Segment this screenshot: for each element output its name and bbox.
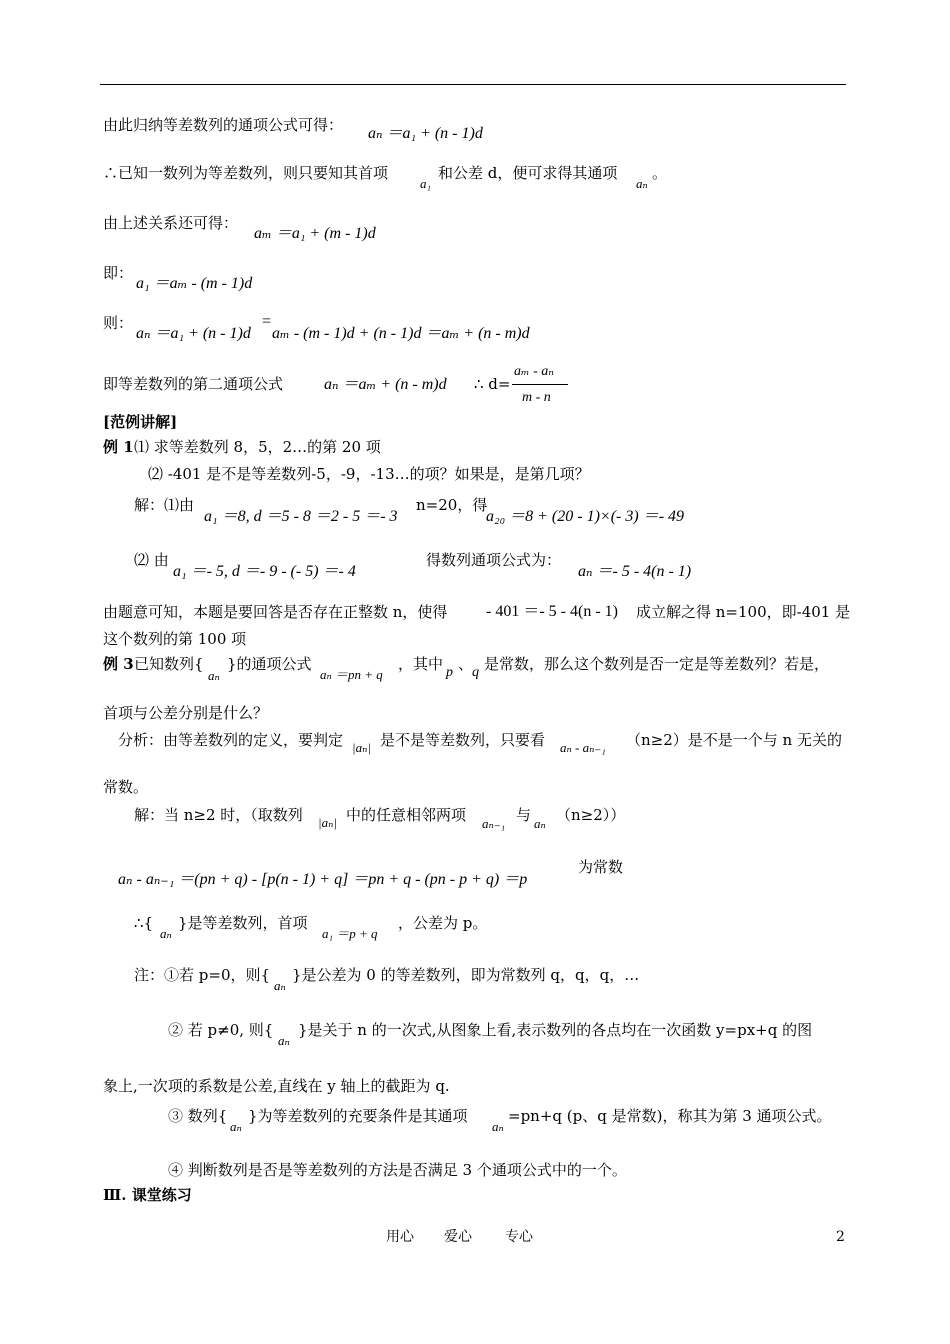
section-heading: [范例讲解]: [103, 413, 178, 431]
text-line: （n≥2））: [556, 806, 626, 824]
formula: aₙ: [274, 978, 286, 993]
formula: aₘ - aₙ: [514, 364, 554, 379]
formula: =: [262, 313, 272, 330]
text-line: ③ 数列{: [168, 1107, 228, 1125]
text-line: 为常数: [578, 858, 624, 876]
text-line: 即等差数列的第二通项公式: [103, 375, 284, 393]
text-line: 是常数，那么这个数列是否一定是等差数列？若是，: [484, 655, 830, 673]
example-label: 例 1: [103, 438, 134, 456]
text-line: 由题意可知，本题是要回答是否存在正整数 n，使得: [103, 603, 448, 621]
text-line: 是不是等差数列，只要看: [380, 731, 546, 749]
formula: aₘ ＝a₁ + (m - 1)d: [254, 225, 376, 242]
formula: a₁ ＝- 5, d ＝- 9 - (- 5) ＝- 4: [173, 563, 356, 580]
formula: aₙ: [160, 926, 172, 941]
formula: aₙ: [230, 1119, 242, 1134]
text-line: 这个数列的第 100 项: [103, 630, 247, 648]
formula: aₙ ＝aₘ + (n - m)d: [324, 376, 447, 393]
page-number: 2: [836, 1229, 845, 1245]
formula: aₙ - aₙ₋₁ ＝(pn + q) - [p(n - 1) + q] ＝pn + q - (pn - p + q) ＝p: [118, 871, 528, 888]
footer-text: 用心: [386, 1229, 414, 1245]
header-rule: [100, 84, 846, 85]
text-line: ∴ d=: [474, 375, 511, 393]
formula: aₙ - aₙ₋₁: [560, 740, 606, 755]
text-line: ② 若 p≠0, 则{: [168, 1021, 274, 1039]
formula: aₙ: [278, 1033, 290, 1048]
example-label: 例 3: [103, 655, 134, 673]
footer-text: 爱心: [444, 1229, 472, 1245]
formula: m - n: [522, 390, 551, 405]
formula: |aₙ|: [352, 740, 371, 755]
text-line: 即：: [103, 264, 134, 282]
text-line: 注：①若 p=0，则{: [134, 966, 271, 984]
formula: aₙ ＝pn + q: [320, 667, 383, 682]
text-line: }的通项公式: [227, 655, 312, 673]
text-line: 与: [516, 806, 532, 824]
text-line: ∴{: [134, 914, 154, 932]
text-line: ，其中: [398, 655, 444, 673]
text-line: （n≥2）是不是一个与 n 无关的: [626, 731, 842, 749]
text-line: 已知数列{: [134, 655, 204, 673]
formula: aₙ ＝- 5 - 4(n - 1): [578, 563, 692, 580]
formula: q: [472, 665, 479, 680]
formula: aₙ₋₁: [482, 816, 506, 831]
formula: aₙ: [636, 176, 648, 191]
text-line: ，公差为 p。: [398, 914, 488, 932]
formula: a₂₀ ＝8 + (20 - 1)×(- 3) ＝- 49: [486, 508, 685, 525]
formula: |aₙ|: [318, 815, 337, 830]
text-line: 得数列通项公式为：: [426, 551, 562, 569]
text-line: 解：⑴由: [134, 496, 195, 514]
formula: aₙ ＝a₁ + (n - 1)d: [368, 125, 483, 142]
fraction-bar: [512, 384, 568, 385]
text-line: 象上,一次项的系数是公差,直线在 y 轴上的截距为 q.: [103, 1077, 450, 1095]
text-line: ∴已知一数列为等差数列，则只要知其首项: [103, 164, 389, 182]
text-line: }是公差为 0 的等差数列，即为常数列 q，q，q，…: [292, 966, 640, 984]
formula: p: [446, 665, 453, 680]
text-line: ⑵ -401 是不是等差数列-5，-9，-13…的项？如果是，是第几项？: [148, 465, 590, 483]
text-line: 解：当 n≥2 时，（取数列: [134, 806, 303, 824]
text-line: }是关于 n 的一次式,从图象上看,表示数列的各点均在一次函数 y=px+q 的图: [298, 1021, 813, 1039]
footer-text: 专心: [505, 1229, 533, 1245]
text-line: }为等差数列的充要条件是其通项: [248, 1107, 468, 1125]
formula: aₙ: [208, 668, 220, 683]
text-line: 中的任意相邻两项: [346, 806, 467, 824]
formula: a₁: [420, 176, 432, 191]
text-line: =pn+q (p、q 是常数)，称其为第 3 通项公式。: [508, 1107, 832, 1125]
formula: aₙ: [492, 1119, 504, 1134]
text-line: ⑵ 由: [134, 551, 169, 569]
text-line: ⑴ 求等差数列 8，5，2…的第 20 项: [134, 438, 381, 456]
text-line: 成立解之得 n=100，即-401 是: [636, 603, 851, 621]
text-line: 分析：由等差数列的定义，要判定: [118, 731, 344, 749]
formula: aₙ ＝a₁ + (n - 1)d: [136, 325, 251, 342]
text-line: 、: [458, 655, 474, 673]
text-line: n=20，得: [416, 496, 488, 514]
formula: a₁ ＝8, d ＝5 - 8 ＝2 - 5 ＝- 3: [204, 508, 398, 525]
formula: aₙ: [534, 816, 546, 831]
formula: - 401 ＝- 5 - 4(n - 1): [486, 603, 618, 620]
text-line: 。: [652, 164, 668, 182]
formula: a₁ ＝p + q: [322, 926, 378, 941]
text-line: }是等差数列，首项: [178, 914, 308, 932]
text-line: 则：: [103, 314, 134, 332]
formula: a₁ ＝aₘ - (m - 1)d: [136, 275, 253, 292]
text-line: 首项与公差分别是什么？: [103, 704, 269, 722]
formula: aₘ - (m - 1)d + (n - 1)d ＝aₘ + (n - m)d: [272, 325, 530, 342]
text-line: 由此归纳等差数列的通项公式可得：: [103, 116, 344, 134]
section-heading: Ⅲ. 课堂练习: [103, 1186, 192, 1204]
text-line: 由上述关系还可得：: [103, 214, 239, 232]
text-line: ④ 判断数列是否是等差数列的方法是否满足 3 个通项公式中的一个。: [168, 1161, 627, 1179]
text-line: 和公差 d，便可求得其通项: [438, 164, 618, 182]
text-line: 常数。: [103, 778, 149, 796]
